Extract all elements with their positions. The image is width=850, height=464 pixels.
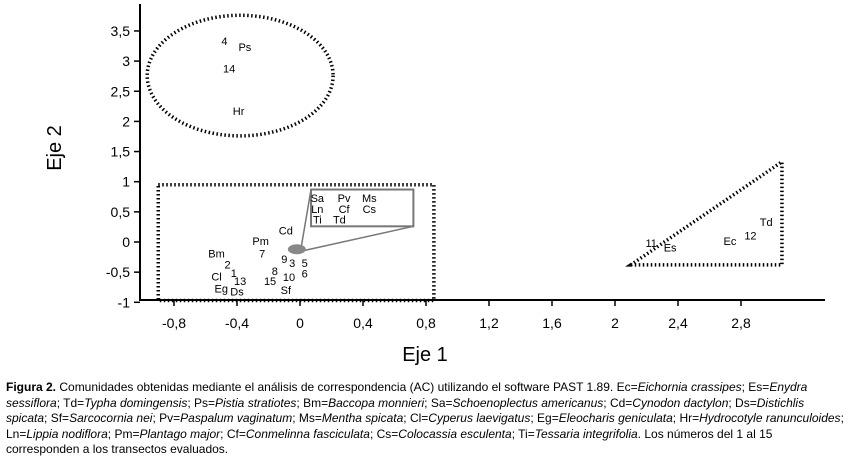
- point-label: 9: [281, 253, 288, 266]
- species-code: Ec=: [616, 380, 638, 394]
- species-code: Pm=: [114, 426, 140, 441]
- species-separator: ;: [220, 426, 227, 441]
- species-name: Mentha spicata: [321, 411, 404, 425]
- point-label: 6: [301, 268, 308, 281]
- species-separator: .: [637, 426, 642, 441]
- species-code: Ms=: [298, 411, 322, 425]
- point-label: 12: [744, 230, 757, 243]
- species-name: Enydra sessiflora: [6, 380, 808, 410]
- x-tick-label: 0,4: [353, 315, 373, 331]
- y-tick-label: 0,5: [110, 203, 130, 220]
- callout-line-bottom: [301, 226, 414, 251]
- x-tick-label: -0,4: [224, 315, 250, 331]
- point-label: 14: [223, 63, 236, 76]
- caption-label: Figura 2.: [6, 380, 57, 394]
- cluster-marker: [288, 244, 306, 254]
- species-code: Sa=: [430, 395, 453, 410]
- zoom-box-label: Td: [332, 214, 346, 227]
- point-label: Ds: [230, 286, 244, 299]
- point-label: Es: [663, 242, 677, 255]
- species-name: Baccopa monnieri: [328, 395, 425, 410]
- point-label: 13: [234, 276, 247, 289]
- y-axis-title: Eje 2: [44, 125, 66, 171]
- x-tick-label: 1,6: [542, 315, 562, 331]
- species-separator: ;: [296, 395, 304, 410]
- species-code: Cs=: [376, 426, 399, 441]
- species-code: Sf=: [50, 411, 70, 425]
- species-name: Lippia nodiflora: [26, 426, 108, 441]
- group-outlines: [147, 15, 782, 300]
- x-tick-label: 0: [296, 315, 304, 331]
- species-separator: ;: [530, 411, 538, 425]
- point-label: 5: [301, 258, 308, 271]
- species-code: Es=: [748, 380, 770, 394]
- x-tick-label: 0,8: [416, 315, 436, 331]
- species-code: Cd=: [609, 395, 633, 410]
- zoom-box-label: Cf: [338, 203, 350, 216]
- x-axis-title: Eje 1: [402, 344, 448, 366]
- point-label: Pm: [252, 235, 269, 248]
- species-separator: ;: [152, 411, 160, 425]
- species-separator: ;: [107, 426, 115, 441]
- species-name: Pistia stratiotes: [215, 395, 297, 410]
- y-tick-label: 2: [122, 113, 130, 130]
- species-separator: ;: [741, 380, 749, 394]
- point-label: Bm: [208, 248, 225, 261]
- point-label: Cl: [211, 271, 222, 284]
- point-label: 1: [230, 267, 237, 280]
- zoom-box-label: Ln: [311, 203, 324, 216]
- zoom-box-label: Ti: [312, 214, 322, 227]
- point-label: 4: [221, 36, 228, 49]
- species-separator: ;: [44, 411, 51, 425]
- point-label: Cd: [278, 225, 293, 238]
- y-tick-label: 3,5: [110, 22, 130, 39]
- y-tick-label: 2,5: [110, 83, 130, 100]
- zoom-box-label: Sa: [310, 192, 325, 205]
- y-tick-label: 3: [122, 53, 130, 70]
- figure-caption: [6, 380, 846, 458]
- x-tick-label: -0,8: [161, 315, 187, 331]
- zoom-callout: [288, 190, 414, 255]
- species-separator: ;: [511, 426, 519, 441]
- species-code: Ds=: [735, 395, 757, 410]
- species-separator: ;: [403, 411, 410, 425]
- species-code: Td=: [63, 395, 85, 410]
- point-label: Ps: [238, 42, 252, 55]
- species-name: Distichlis spicata: [6, 395, 805, 425]
- point-label: 7: [259, 248, 266, 261]
- species-separator: ;: [840, 411, 844, 425]
- zoom-box-label: Ms: [361, 192, 377, 205]
- species-code: Cf=: [226, 426, 246, 441]
- species-name: Cynodon dactylon: [632, 395, 729, 410]
- x-tick-label: 2: [611, 315, 619, 331]
- species-separator: ;: [187, 395, 194, 410]
- species-name: Tessaria integrifolia: [534, 426, 638, 441]
- point-label: 11: [645, 238, 657, 251]
- y-tick-label: -0,5: [105, 264, 130, 281]
- species-separator: ;: [603, 395, 610, 410]
- species-code: Hr=: [679, 411, 700, 425]
- species-name: Eichornia crassipes: [637, 380, 742, 394]
- species-code: Pv=: [159, 411, 181, 425]
- point-label: 10: [282, 271, 296, 284]
- point-label: Eg: [214, 283, 228, 296]
- x-tick-label: 2,8: [731, 315, 751, 331]
- species-name: Schoenoplectus americanus: [452, 395, 604, 410]
- caption-intro: Comunidades obtenidas mediante el análisis de correspondencia (AC) utilizando el software PAST 1.89.: [56, 380, 617, 394]
- species-separator: ;: [672, 411, 680, 425]
- species-name: Conmelinna fasciculata: [245, 426, 370, 441]
- species-separator: ;: [292, 411, 299, 425]
- x-tick-label: 1,2: [479, 315, 499, 331]
- species-name: Eleocharis geniculata: [558, 411, 673, 425]
- species-name: Paspalum vaginatum: [180, 411, 293, 425]
- point-label: Sf: [280, 285, 292, 298]
- callout-line-top: [301, 190, 311, 250]
- zoom-box-label: Cs: [362, 203, 377, 216]
- species-separator: ;: [424, 395, 431, 410]
- y-tick-label: -1: [117, 294, 130, 311]
- species-code: Ln=: [6, 426, 27, 441]
- species-name: Cyperus laevigatus: [428, 411, 531, 425]
- species-name: Colocassia esculenta: [398, 426, 512, 441]
- point-label: Ec: [723, 235, 737, 248]
- species-code: Cl=: [409, 411, 429, 425]
- x-tick-label: 2,4: [668, 315, 688, 331]
- species-code: Eg=: [537, 411, 559, 425]
- species-separator: ;: [56, 395, 64, 410]
- species-name: Plantago major: [139, 426, 221, 441]
- species-separator: ;: [369, 426, 377, 441]
- point-label: 2: [224, 259, 231, 272]
- y-tick-label: 1,5: [110, 143, 130, 160]
- species-separator: ;: [728, 395, 736, 410]
- point-label: 15: [263, 276, 277, 289]
- species-name: Typha domingensis: [84, 395, 188, 410]
- zoom-box-label: Pv: [337, 192, 351, 205]
- species-name: Sarcocornia nei: [69, 411, 153, 425]
- species-name: Hydrocotyle ranunculoides: [699, 411, 841, 425]
- point-label: Hr: [232, 106, 245, 119]
- caption-outro: Los números del 1 al 15 corresponden a los transectos evaluados.: [6, 426, 773, 456]
- species-code: Ps=: [194, 395, 216, 410]
- y-tick-label: 1: [122, 173, 130, 190]
- point-label: Td: [759, 217, 773, 230]
- species-code: Ti=: [518, 426, 535, 441]
- point-label: 3: [289, 258, 296, 271]
- point-label: 8: [271, 265, 278, 278]
- species-code: Bm=: [303, 395, 329, 410]
- y-tick-label: 0: [122, 234, 130, 250]
- point-labels: [208, 36, 772, 298]
